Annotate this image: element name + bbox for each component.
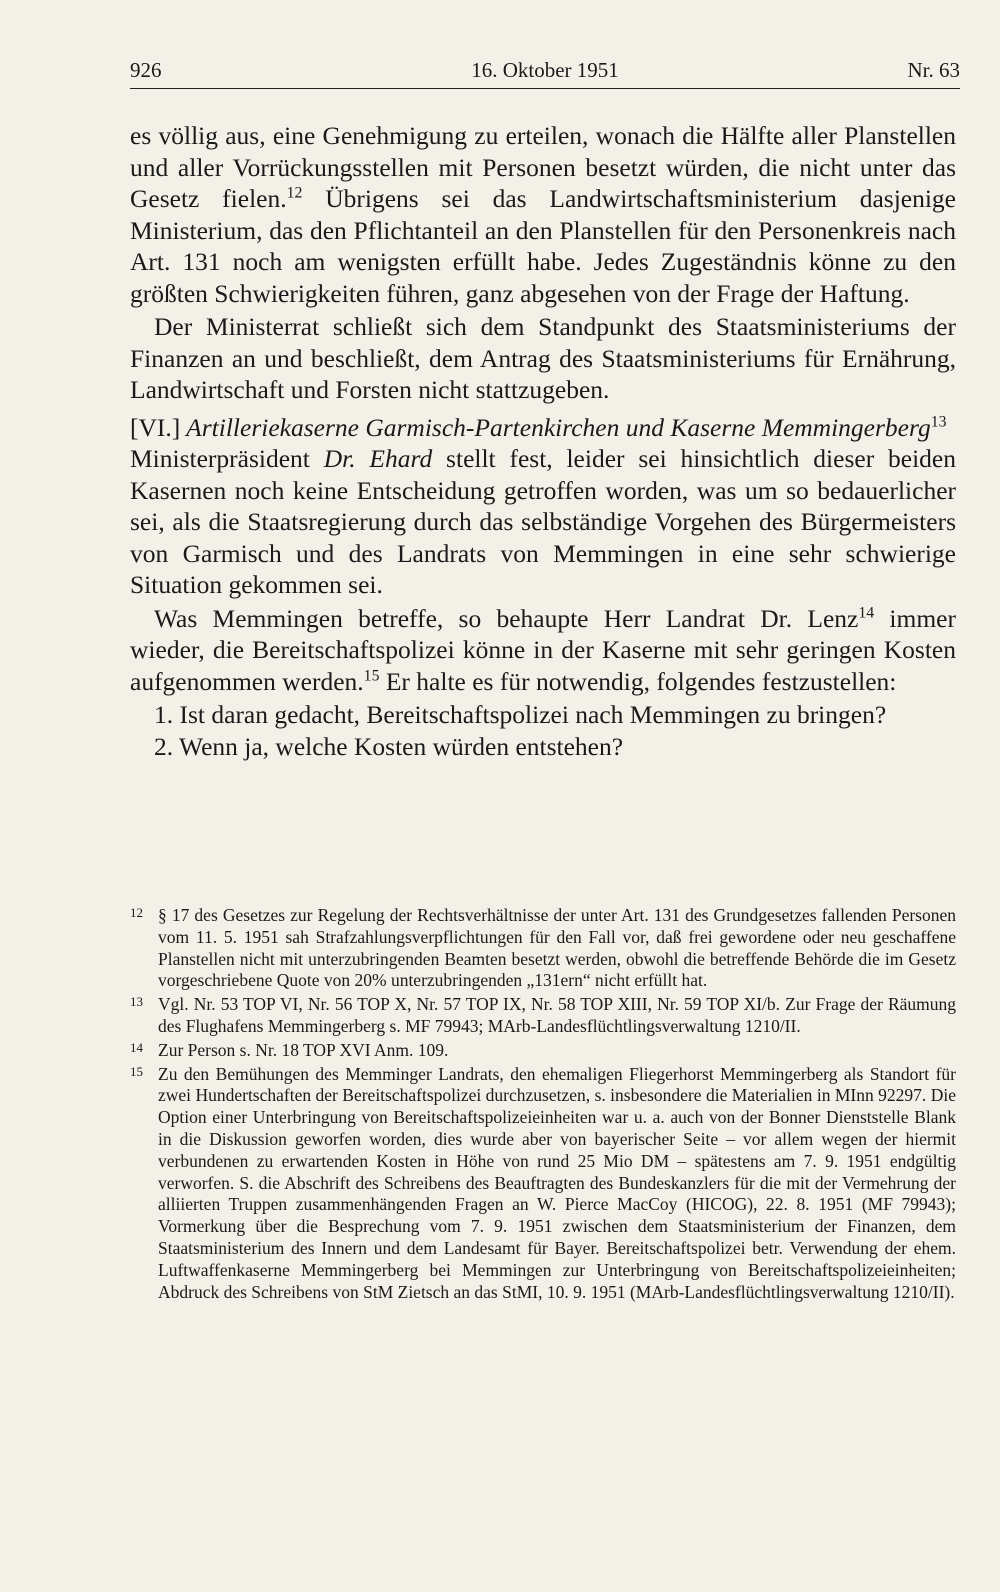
footnote-text: Vgl. Nr. 53 TOP VI, Nr. 56 TOP X, Nr. 57 TOP IX, Nr. 58 TOP XIII, Nr. 59 TOP XI/b. Zur Frage der Räumung des Flughafens Memmingerberg s. MF 79943; MArb-Landesflüchtlingsverwaltung 1210/II. [158, 994, 956, 1036]
paragraph-3 [130, 443, 956, 601]
footnote-ref-15: 15 [363, 667, 380, 685]
paragraph-4-text-c: Er halte es für notwendig, folgendes festzustellen: [379, 666, 897, 696]
page-number: 926 [130, 58, 162, 82]
speaker-name: Dr. Ehard [323, 444, 433, 473]
footnote-14 [130, 1040, 956, 1062]
paragraph-4-text-b: immer wieder, die Bereitschaftspolizei könne in der Kaserne mit sehr geringen Kosten aufgenommen werden. [130, 603, 956, 696]
paragraph-1 [130, 120, 956, 309]
footnote-ref-12: 12 [286, 184, 303, 202]
footnote-15 [130, 1064, 956, 1304]
footnote-12 [130, 905, 956, 992]
paragraph-2: Der Ministerrat schließt sich dem Standpunkt des Staatsministeriums der Finanzen an und beschließt, dem Antrag des Staatsministeriums für Ernährung, Landwirtschaft und Forsten nicht stattzugeben. [130, 312, 956, 404]
header-date: 16. Oktober 1951 [471, 58, 619, 82]
paragraph-3-text-b: stellt fest, leider sei hinsichtlich dieser beiden Kasernen noch keine Entscheidung getroffen worden, was um so bedauerlicher sei, als die Staatsregierung durch das selbständige Vorgehen des Bürgermeisters von Garmisch und des Landrats von Memmingen in eine sehr schwierige Situation gekommen sei. [130, 444, 956, 599]
footnotes [130, 905, 956, 1305]
footnote-13 [130, 994, 956, 1038]
running-header [130, 58, 960, 89]
footnote-text: Zu den Bemühungen des Memminger Landrats, den ehemaligen Fliegerhorst Memmingerberg als Standort für zwei Hundertschaften der Bereitschaftspolizei durchzusetzen, s. insbesondere die Materialien in MInn 92297. Die Option einer Unterbringung von Bereitschaftspolizeieinheiten war u. a. auch von der Bonner Dienststelle Blank in die Diskussion geworfen worden, dies wurde aber von bayerischer Seite – vor allem wegen der hiermit verbundenen zu erwartenden Kosten in Höhe von rund 25 Mio DM – spätestens am 7. 9. 1951 endgültig verworfen. S. die Abschrift des Schreibens des Beauftragten des Bundeskanzlers für die mit der Vermehrung der alliierten Truppen zusammenhängenden Fragen an W. Pierce MacCoy (HICOG), 22. 8. 1951 (MF 79943); Vormerkung über die Besprechung vom 7. 9. 1951 zwischen dem Staatsministerium der Finanzen, dem Staatsministerium des Innern und dem Landesamt für Bayer. Bereitschaftspolizei betr. Verwendung der ehem. Luftwaffenkaserne Memmingerberg bei Memmingen zur Unterbringung von Bereitschaftspolizeieinheiten; Abdruck des Schreibens von StM Zietsch an das StMI, 10. 9. 1951 (MArb-Landesflüchtlingsverwaltung 1210/II). [158, 1063, 956, 1302]
paragraph-1-text-b: Übrigens sei das Landwirtschaftsministerium dasjenige Ministerium, das den Pflichtanteil an den Planstellen für den Personenkreis nach Art. 131 noch am wenigsten erfüllt habe. Jedes Zugeständnis könne zu den größten Schwierigkeiten führen, ganz abgesehen von der Frage der Haftung. [130, 184, 956, 308]
paragraph-1-text-a: es völlig aus, eine Genehmigung zu erteilen, wonach die Hälfte aller Planstellen und aller Vorrückungsstellen mit Personen besetzt würden, die nicht unter das Gesetz fielen. [130, 121, 956, 213]
footnote-number: 13 [130, 994, 143, 1010]
section-heading [130, 412, 956, 444]
main-text [130, 120, 956, 762]
footnote-number: 12 [130, 905, 143, 920]
list-item: 1. Ist daran gedacht, Bereitschaftspolizei nach Memmingen zu bringen? [154, 700, 887, 729]
section-title: Artilleriekaserne Garmisch-Partenkirchen und Kaserne Memmingerberg [180, 412, 931, 442]
list-item: 2. Wenn ja, welche Kosten würden entstehen? [154, 731, 624, 761]
footnote-ref-14: 14 [858, 604, 875, 622]
footnote-number: 15 [130, 1063, 143, 1079]
paragraph-3-text-a: Ministerpräsident [130, 444, 324, 473]
footnote-text: § 17 des Gesetzes zur Regelung der Rechtsverhältnisse der unter Art. 131 des Grundgesetzes fallenden Personen vom 11. 5. 1951 sah Strafzahlungsverpflichtungen für den Fall vor, daß frei gewordene oder neu geschaffene Planstellen nicht mit unterzubringenden Beamten besetzt werden, obwohl die betreffende Behörde die im Gesetz vorgeschriebene Quote von 20% unterzubringenden „131ern“ nicht erfüllt hat. [158, 905, 956, 991]
paragraph-4 [130, 603, 956, 698]
footnote-number: 14 [130, 1039, 143, 1055]
footnote-text: Zur Person s. Nr. 18 TOP XVI Anm. 109. [158, 1039, 449, 1060]
paragraph-4-text-a: Was Memmingen betreffe, so behaupte Herr Landrat Dr. Lenz [154, 603, 859, 633]
section-number: [VI.] [130, 412, 181, 442]
footnote-ref-13: 13 [930, 413, 947, 431]
issue-number: Nr. 63 [907, 58, 960, 82]
